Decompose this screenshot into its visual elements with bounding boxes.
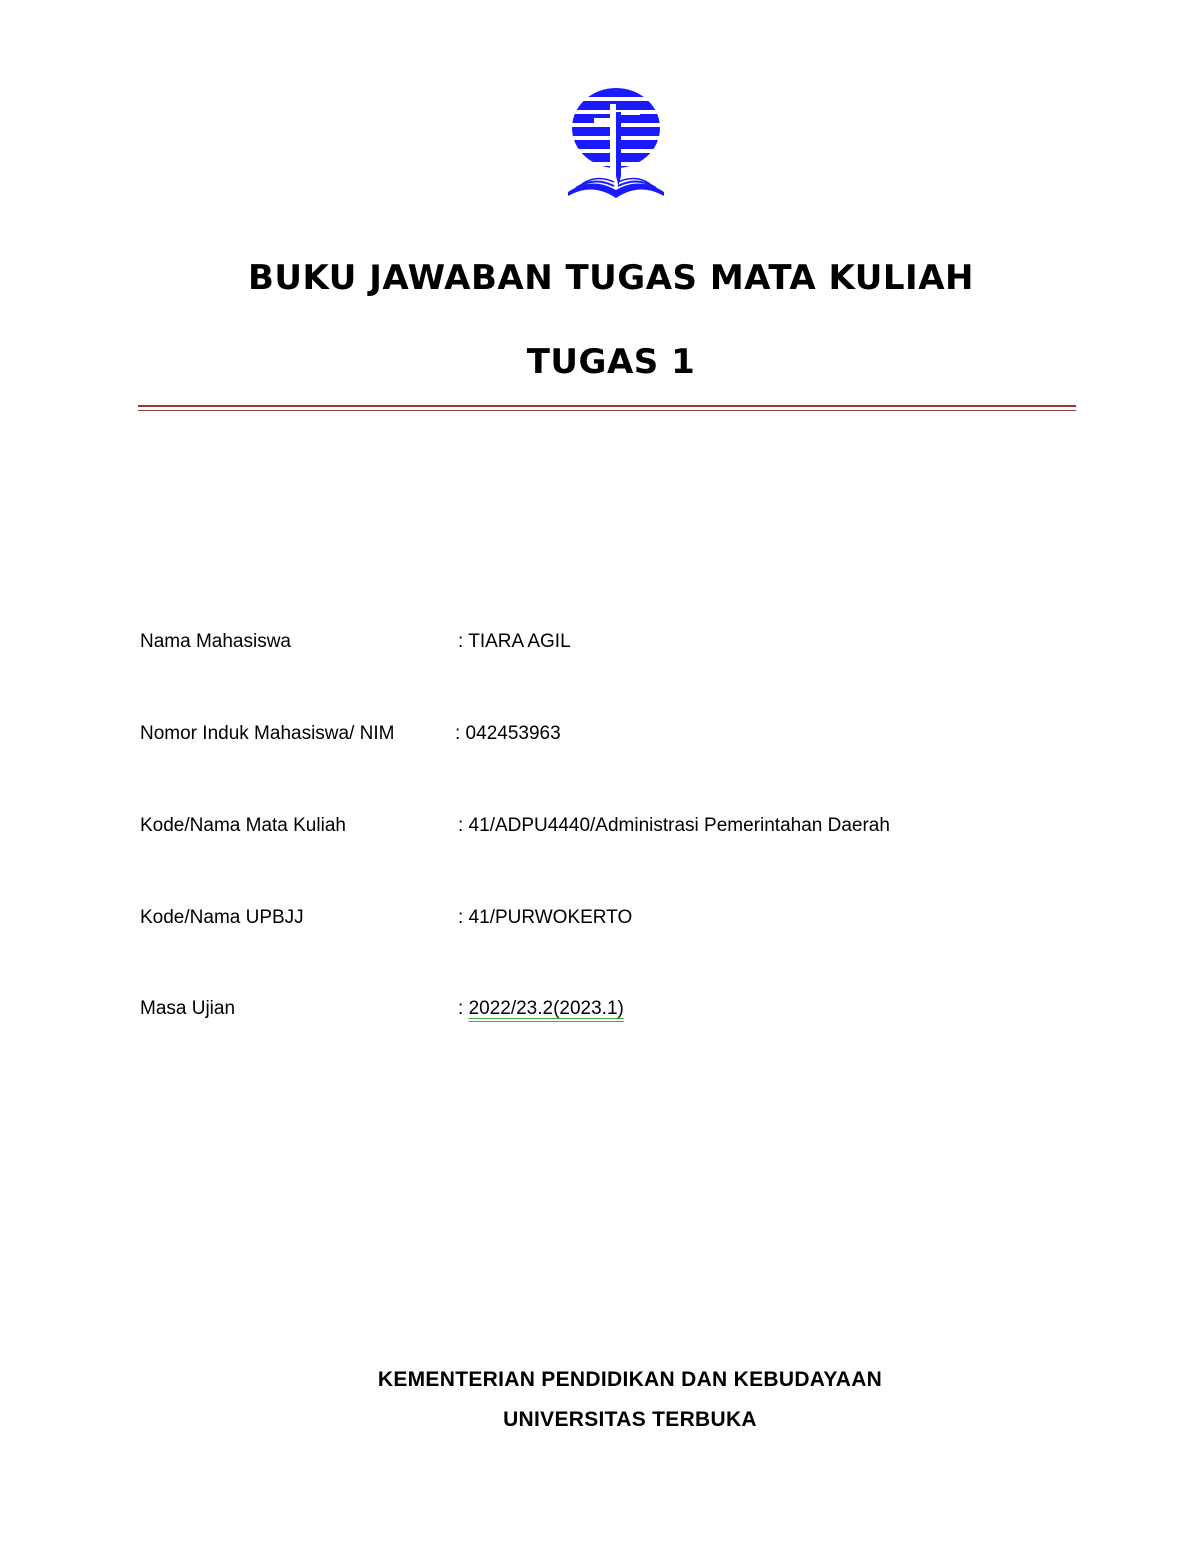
title-divider-thick	[138, 405, 1076, 407]
info-value: : TIARA AGIL	[458, 631, 571, 652]
info-value-text: 2022/23.2(2023.1)	[468, 998, 624, 1019]
info-value	[458, 994, 624, 1024]
universitas-terbuka-logo-icon	[564, 88, 668, 200]
document-title: BUKU JAWABAN TUGAS MATA KULIAH	[248, 258, 974, 298]
info-label: Nama Mahasiswa	[140, 631, 291, 652]
info-row-upbjj	[140, 903, 1100, 933]
footer-ministry: KEMENTERIAN PENDIDIKAN DAN KEBUDAYAAN	[377, 1368, 883, 1391]
info-value: : 41/PURWOKERTO	[458, 907, 633, 928]
info-row-nim	[140, 719, 1100, 749]
info-label: Kode/Nama UPBJJ	[140, 907, 304, 928]
document-subtitle: TUGAS 1	[526, 342, 696, 382]
info-label: Masa Ujian	[140, 998, 236, 1019]
info-row-masa-ujian	[140, 994, 1100, 1024]
info-row-nama	[140, 627, 1100, 657]
info-label: Kode/Nama Mata Kuliah	[140, 815, 346, 836]
info-row-mata-kuliah	[140, 811, 1100, 841]
title-divider-thin	[138, 410, 1076, 411]
info-label: Nomor Induk Mahasiswa/ NIM	[140, 723, 395, 744]
info-value: : 042453963	[455, 723, 561, 744]
info-value-prefix: :	[458, 998, 469, 1019]
footer-university: UNIVERSITAS TERBUKA	[503, 1408, 757, 1431]
info-value: : 41/ADPU4440/Administrasi Pemerintahan Daerah	[458, 815, 890, 836]
